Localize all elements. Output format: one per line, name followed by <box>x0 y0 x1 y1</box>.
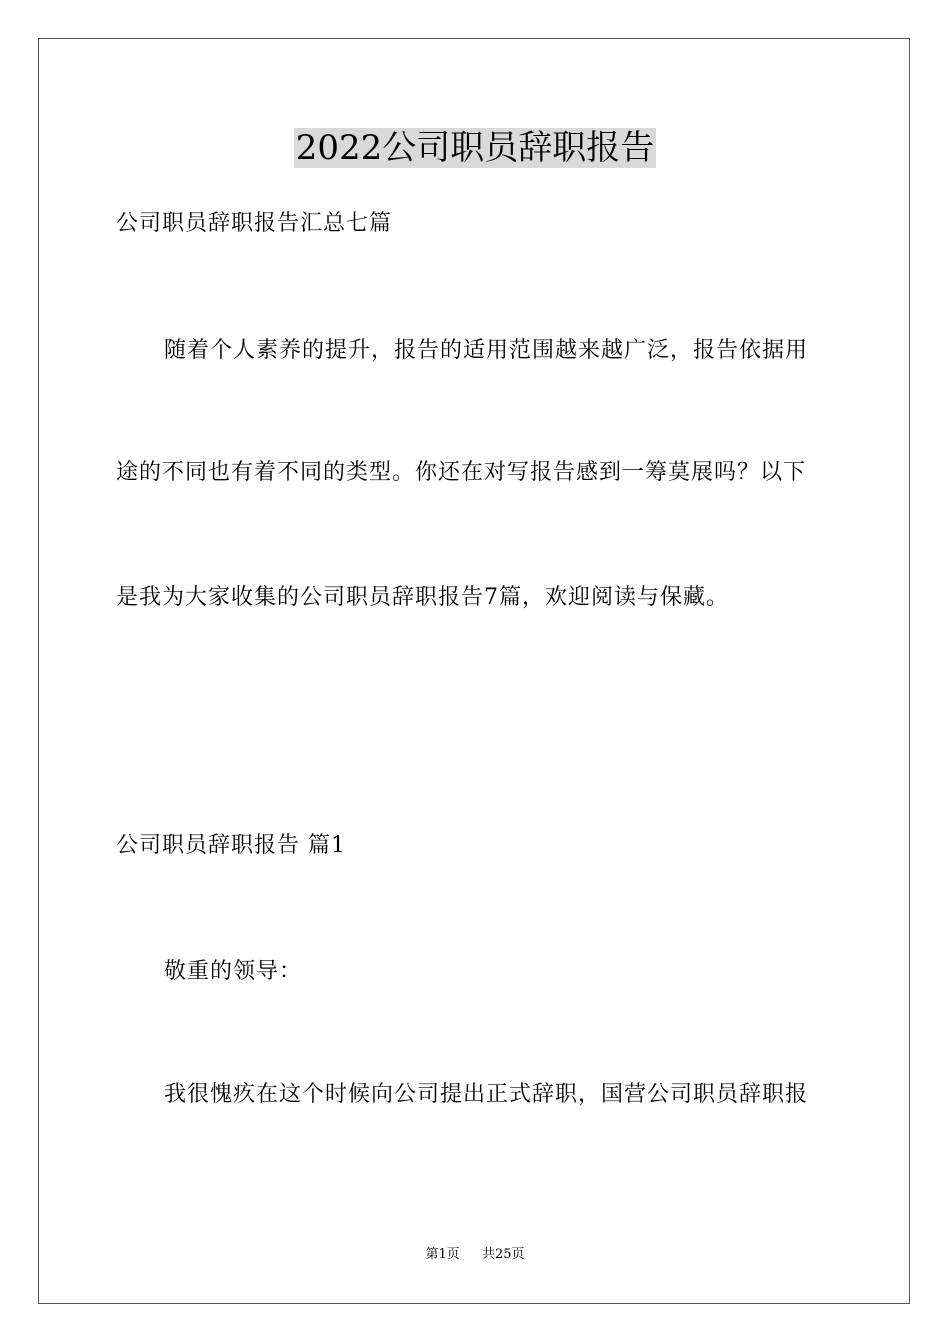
body-line-1: 我很愧疚在这个时候向公司提出正式辞职，国营公司职员辞职报 <box>164 1082 809 1107</box>
page-number: 第1页 <box>425 1247 460 1262</box>
intro-line-2: 途的不同也有着不同的类型。你还在对写报告感到一筹莫展吗？以下 <box>116 460 807 485</box>
page-footer <box>0 1246 950 1264</box>
page-total: 共25页 <box>482 1247 525 1262</box>
document-title: 2022公司职员辞职报告 <box>295 128 655 168</box>
title-container <box>0 128 950 168</box>
salutation: 敬重的领导： <box>164 959 303 984</box>
intro-line-1: 随着个人素养的提升，报告的适用范围越来越广泛，报告依据用 <box>164 338 809 363</box>
section-heading: 公司职员辞职报告 篇1 <box>116 833 346 858</box>
document-subtitle: 公司职员辞职报告汇总七篇 <box>116 211 393 236</box>
intro-line-3: 是我为大家收集的公司职员辞职报告7篇，欢迎阅读与保藏。 <box>116 585 729 610</box>
